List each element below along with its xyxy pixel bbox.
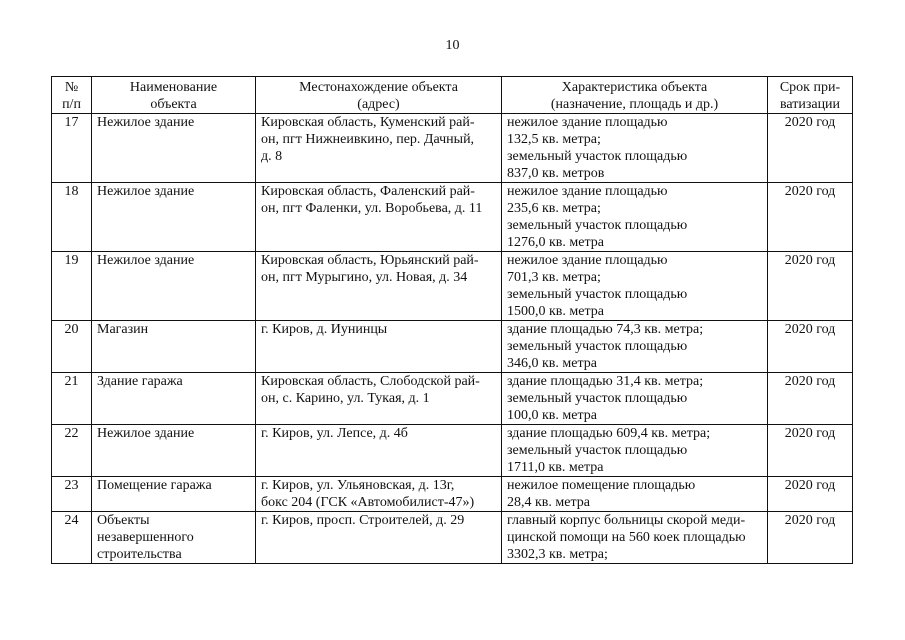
row-number-cell: 18 [52, 183, 92, 252]
object-address-cell-line: бокс 204 (ГСК «Автомобилист-47») [261, 495, 475, 510]
object-address-cell [256, 477, 502, 512]
object-characteristics-cell-line: 100,0 кв. метра [507, 408, 597, 423]
object-characteristics-cell-line: земельный участок площадью [507, 218, 688, 233]
privatization-term-cell: 2020 год [768, 252, 853, 321]
table-row [52, 114, 853, 183]
object-address-cell-line: он, пгт Нижнеивкино, пер. Дачный, [261, 132, 475, 147]
table-row [52, 512, 853, 564]
object-address-cell-line: г. Киров, д. Иунинцы [261, 322, 388, 337]
header-characteristics [502, 77, 768, 114]
row-number-cell: 19 [52, 252, 92, 321]
header-location [256, 77, 502, 114]
object-name-cell [92, 252, 256, 321]
object-characteristics-cell-line: 346,0 кв. метра [507, 356, 597, 371]
privatization-term-cell: 2020 год [768, 321, 853, 373]
object-characteristics-cell-line: 3302,3 кв. метра; [507, 547, 608, 562]
row-number-cell: 24 [52, 512, 92, 564]
object-characteristics-cell [502, 373, 768, 425]
object-name-cell [92, 425, 256, 477]
table-row [52, 321, 853, 373]
object-characteristics-cell-line: нежилое помещение площадью [507, 478, 696, 493]
object-characteristics-cell-line: нежилое здание площадью [507, 115, 668, 130]
table-row [52, 425, 853, 477]
table-row [52, 183, 853, 252]
object-characteristics-cell-line: 701,3 кв. метра; [507, 270, 601, 285]
object-address-cell-line: он, с. Карино, ул. Тукая, д. 1 [261, 391, 430, 406]
row-number-cell: 23 [52, 477, 92, 512]
object-address-cell-line: Кировская область, Фаленский рай- [261, 184, 475, 199]
table-body [52, 114, 853, 564]
header-term-line: ватизации [779, 97, 841, 112]
privatization-term-cell: 2020 год [768, 114, 853, 183]
privatization-table [51, 76, 853, 564]
object-address-cell [256, 512, 502, 564]
object-name-cell [92, 512, 256, 564]
privatization-term-cell: 2020 год [768, 183, 853, 252]
object-address-cell-line: он, пгт Фаленки, ул. Воробьева, д. 11 [261, 201, 483, 216]
object-address-cell [256, 425, 502, 477]
object-characteristics-cell-line: земельный участок площадью [507, 287, 688, 302]
header-num-line: № [64, 80, 79, 95]
object-name-cell-line: Помещение гаража [97, 478, 212, 493]
object-name-cell-line: Нежилое здание [97, 426, 195, 441]
object-characteristics-cell-line: 1276,0 кв. метра [507, 235, 604, 250]
object-address-cell [256, 252, 502, 321]
row-number-cell: 22 [52, 425, 92, 477]
object-name-cell [92, 373, 256, 425]
table-row [52, 373, 853, 425]
header-term-line: Срок при- [779, 80, 841, 95]
object-name-cell [92, 114, 256, 183]
object-characteristics-cell [502, 114, 768, 183]
header-num-line: п/п [62, 97, 81, 112]
privatization-term-cell: 2020 год [768, 512, 853, 564]
object-name-cell-line: Здание гаража [97, 374, 183, 389]
object-characteristics-cell-line: здание площадью 609,4 кв. метра; [507, 426, 711, 441]
object-address-cell-line: Кировская область, Юрьянский рай- [261, 253, 479, 268]
object-name-cell [92, 321, 256, 373]
table-header-row [52, 77, 853, 114]
object-address-cell [256, 114, 502, 183]
object-address-cell-line: г. Киров, просп. Строителей, д. 29 [261, 513, 465, 528]
object-characteristics-cell-line: земельный участок площадью [507, 149, 688, 164]
object-characteristics-cell [502, 477, 768, 512]
object-name-cell-line: строительства [97, 547, 182, 562]
row-number-cell: 21 [52, 373, 92, 425]
object-address-cell-line: Кировская область, Куменский рай- [261, 115, 475, 130]
object-characteristics-cell-line: земельный участок площадью [507, 391, 688, 406]
object-characteristics-cell [502, 425, 768, 477]
object-characteristics-cell [502, 183, 768, 252]
object-name-cell-line: Нежилое здание [97, 253, 195, 268]
object-name-cell-line: Магазин [97, 322, 149, 337]
page-number: 10 [445, 38, 460, 53]
object-characteristics-cell-line: цинской помощи на 560 коек площадью [507, 530, 746, 545]
header-location-line: (адрес) [357, 97, 400, 112]
privatization-term-cell: 2020 год [768, 373, 853, 425]
privatization-term-cell: 2020 год [768, 477, 853, 512]
header-term [768, 77, 853, 114]
header-characteristics-line: (назначение, площадь и др.) [550, 97, 719, 112]
object-address-cell [256, 321, 502, 373]
header-characteristics-line: Характеристика объекта [561, 80, 708, 95]
object-characteristics-cell-line: 132,5 кв. метра; [507, 132, 601, 147]
object-address-cell-line: г. Киров, ул. Ульяновская, д. 13г, [261, 478, 455, 493]
object-name-cell-line: Нежилое здание [97, 184, 195, 199]
object-characteristics-cell-line: 1500,0 кв. метра [507, 304, 604, 319]
object-characteristics-cell-line: здание площадью 31,4 кв. метра; [507, 374, 704, 389]
object-characteristics-cell [502, 252, 768, 321]
row-number-cell: 17 [52, 114, 92, 183]
table-row [52, 477, 853, 512]
object-characteristics-cell [502, 512, 768, 564]
object-characteristics-cell-line: 1711,0 кв. метра [507, 460, 604, 475]
object-address-cell-line: д. 8 [261, 149, 283, 164]
object-name-cell-line: незавершенного [97, 530, 194, 545]
object-address-cell-line: г. Киров, ул. Лепсе, д. 4б [261, 426, 408, 441]
object-characteristics-cell-line: 837,0 кв. метров [507, 166, 605, 181]
object-address-cell-line: Кировская область, Слободской рай- [261, 374, 480, 389]
object-characteristics-cell-line: земельный участок площадью [507, 339, 688, 354]
object-characteristics-cell-line: нежилое здание площадью [507, 184, 668, 199]
header-name [92, 77, 256, 114]
header-name-line: объекта [150, 97, 197, 112]
object-name-cell-line: Объекты [97, 513, 150, 528]
object-name-cell [92, 183, 256, 252]
object-characteristics-cell-line: здание площадью 74,3 кв. метра; [507, 322, 704, 337]
table-row [52, 252, 853, 321]
header-location-line: Местонахождение объекта [299, 80, 458, 95]
header-num [52, 77, 92, 114]
object-characteristics-cell [502, 321, 768, 373]
object-name-cell-line: Нежилое здание [97, 115, 195, 130]
header-name-line: Наименование [129, 80, 218, 95]
object-characteristics-cell-line: земельный участок площадью [507, 443, 688, 458]
object-characteristics-cell-line: 235,6 кв. метра; [507, 201, 601, 216]
object-characteristics-cell-line: главный корпус больницы скорой меди- [507, 513, 746, 528]
object-characteristics-cell-line: нежилое здание площадью [507, 253, 668, 268]
row-number-cell: 20 [52, 321, 92, 373]
object-address-cell [256, 373, 502, 425]
object-address-cell-line: он, пгт Мурыгино, ул. Новая, д. 34 [261, 270, 468, 285]
object-address-cell [256, 183, 502, 252]
object-name-cell [92, 477, 256, 512]
privatization-term-cell: 2020 год [768, 425, 853, 477]
object-characteristics-cell-line: 28,4 кв. метра [507, 495, 590, 510]
